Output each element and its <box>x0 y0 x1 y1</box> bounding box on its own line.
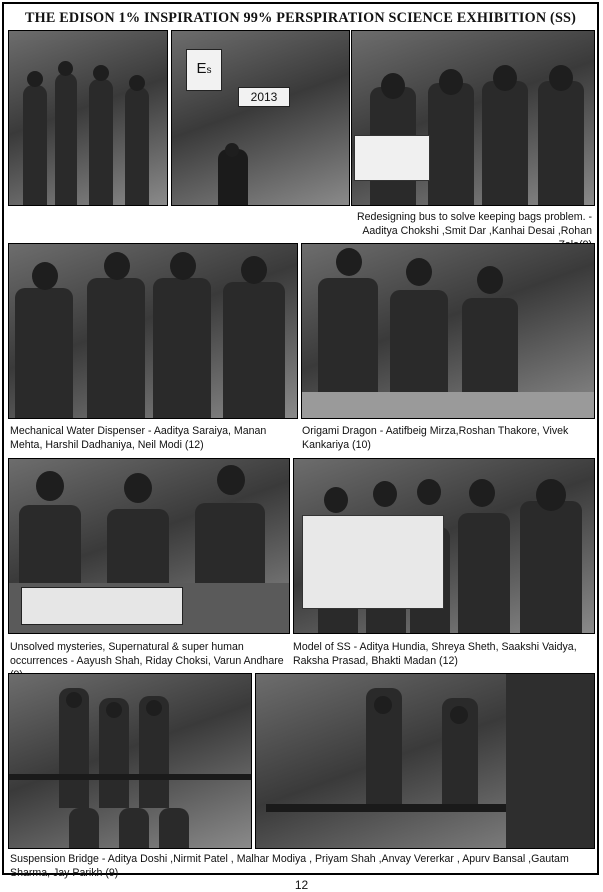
edison-sign-sub: s <box>206 65 212 76</box>
photo-unsolved-mysteries <box>8 458 290 634</box>
edison-sign <box>186 49 222 91</box>
page-title: THE EDISON 1% INSPIRATION 99% PERSPIRATION SCIENCE EXHIBITION (SS) <box>24 10 577 26</box>
photo-origami-dragon <box>301 243 595 419</box>
edison-sign-letter: E <box>196 60 207 77</box>
edison-year-sign: 2013 <box>238 87 290 107</box>
caption-model-of-ss: Model of SS - Aditya Hundia, Shreya Sheth, Saakshi Vaidya, Raksha Prasad, Bhakti Madan (12) <box>293 641 577 667</box>
caption-origami-dragon: Origami Dragon - Aatifbeig Mirza,Roshan Thakore, Vivek Kankariya (10) <box>302 425 569 451</box>
caption-suspension-bridge: Suspension Bridge - Aditya Doshi ,Nirmit Patel , Malhar Modiya , Priyam Shah ,Anvay Vererkar , Apurv Bansal ,Gautam Sharma, Jay Parikh (9) <box>10 853 569 879</box>
photo-water-dispenser <box>8 243 298 419</box>
caption-mysteries: Unsolved mysteries, Supernatural & super human occurrences - Aayush Shah, Riday Choksi, Varun Andhare <box>10 641 284 667</box>
photo-model-of-ss <box>293 458 595 634</box>
page-number: 12 <box>294 878 309 892</box>
caption-water-dispenser: Mechanical Water Dispenser - Aaditya Saraiya, Manan Mehta, Harshil Dadhaniya, Neil Modi (12) <box>10 425 267 451</box>
photo-bus-project <box>351 30 595 206</box>
caption-bus: Redesigning bus to solve keeping bags problem. - Aaditya Chokshi ,Smit Dar ,Kanhai Desai ,Rohan <box>357 211 592 237</box>
photo-edison-entrance <box>171 30 350 206</box>
photo-suspension-bridge-right <box>255 673 595 849</box>
photo-group-gesture <box>8 30 168 206</box>
photo-suspension-bridge-left <box>8 673 252 849</box>
